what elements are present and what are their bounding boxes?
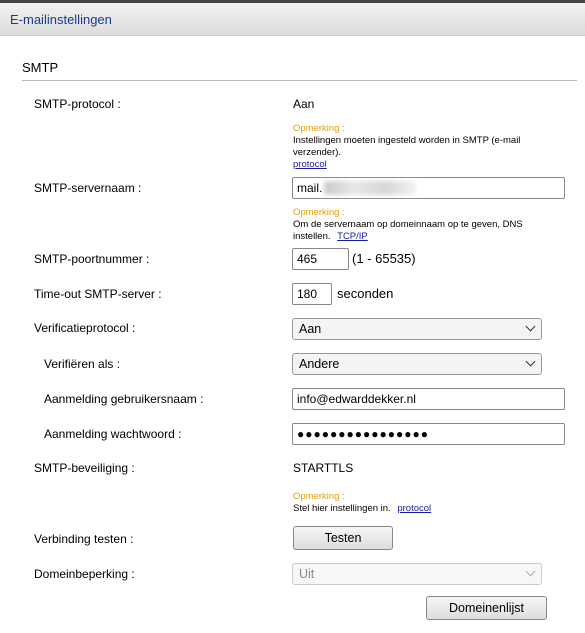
smtp-protocol-label: SMTP-protocol : xyxy=(34,97,121,111)
section-title: SMTP xyxy=(22,60,59,75)
test-button[interactable]: Testen xyxy=(293,526,393,550)
tcpip-link[interactable]: TCP/IP xyxy=(337,231,368,242)
note-text: Om de servernaam op domeinnaam op te geven, DNS instellen. xyxy=(293,219,523,242)
section-divider xyxy=(22,80,577,81)
smtp-security-label: SMTP-beveiliging : xyxy=(34,461,135,475)
protocol-link[interactable]: protocol xyxy=(293,159,327,170)
smtp-security-note xyxy=(293,491,553,515)
smtp-port-range: (1 - 65535) xyxy=(352,251,416,266)
window-title: E-mailinstellingen xyxy=(10,12,112,27)
auth-protocol-value: Aan xyxy=(299,322,322,336)
smtp-timeout-unit: seconden xyxy=(337,286,394,301)
smtp-protocol-note xyxy=(293,123,553,171)
domain-restriction-value: Uit xyxy=(299,567,315,581)
auth-protocol-label: Verificatieprotocol : xyxy=(34,321,136,335)
login-username-value: info@edwarddekker.nl xyxy=(297,392,416,406)
verify-as-select[interactable] xyxy=(292,353,542,375)
domain-list-button[interactable]: Domeinenlijst xyxy=(426,596,547,620)
smtp-port-label: SMTP-poortnummer : xyxy=(34,252,150,266)
note-title: Opmerking : xyxy=(293,491,345,502)
smtp-servername-label: SMTP-servernaam : xyxy=(34,181,142,195)
note-text: Instellingen moeten ingesteld worden in SMTP (e-mail verzender). xyxy=(293,135,521,158)
login-username-input[interactable] xyxy=(292,388,565,410)
connection-test-label: Verbinding testen : xyxy=(34,532,134,546)
chevron-down-icon xyxy=(526,567,536,577)
note-title: Opmerking : xyxy=(293,207,345,218)
smtp-servername-value: mail. xyxy=(297,181,323,195)
smtp-security-value: STARTTLS xyxy=(293,461,354,475)
smtp-protocol-value: Aan xyxy=(293,97,315,111)
smtp-timeout-label: Time-out SMTP-server : xyxy=(34,287,162,301)
protocol-link[interactable]: protocol xyxy=(397,503,432,514)
login-password-value: ●●●●●●●●●●●●●●●● xyxy=(297,427,429,441)
auth-protocol-select[interactable] xyxy=(292,318,542,340)
window-titlebar xyxy=(0,0,585,36)
verify-as-label: Verifiëren als : xyxy=(44,357,121,371)
login-password-label: Aanmelding wachtwoord : xyxy=(44,427,182,441)
login-password-input[interactable] xyxy=(292,423,565,445)
redacted-region xyxy=(324,181,416,195)
smtp-servername-note xyxy=(293,207,555,243)
verify-as-value: Andere xyxy=(299,357,340,371)
note-text: Stel hier instellingen in. xyxy=(293,503,391,514)
domain-restriction-label: Domeinbeperking : xyxy=(34,567,135,581)
smtp-port-input[interactable] xyxy=(292,248,349,270)
chevron-down-icon xyxy=(526,357,536,367)
domain-restriction-select[interactable] xyxy=(292,563,542,585)
chevron-down-icon xyxy=(526,322,536,332)
login-username-label: Aanmelding gebruikersnaam : xyxy=(44,392,204,406)
smtp-timeout-input[interactable] xyxy=(292,283,332,305)
smtp-port-value: 465 xyxy=(297,252,318,266)
note-title: Opmerking : xyxy=(293,123,345,134)
smtp-timeout-value: 180 xyxy=(297,287,318,301)
